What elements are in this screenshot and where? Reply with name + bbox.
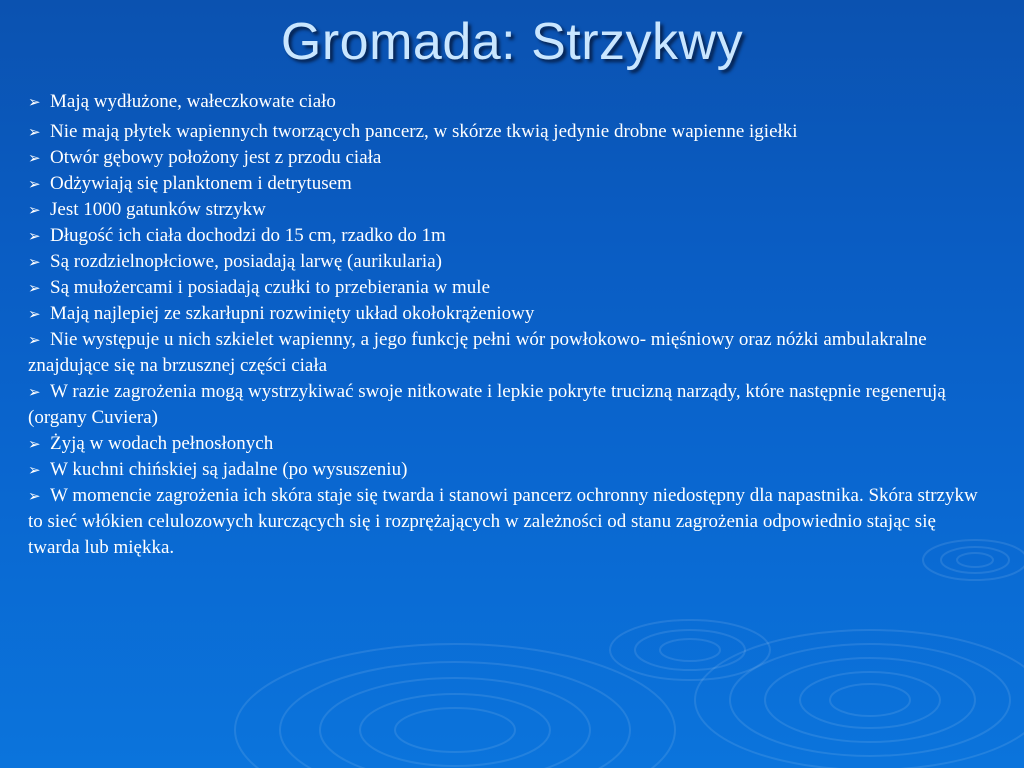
slide-title: Gromada: Strzykwy <box>280 13 744 71</box>
list-item <box>28 457 988 483</box>
list-item-text: W momencie zagrożenia ich skóra staje się twarda i stanowi pancerz ochronny niedostępny dla napastnika. Skóra strzykw to sieć włókien celulozowych kurczących się i rozprężających w zależności od stanu zagrożenia odpowiednio stając się twarda lub miękka. <box>28 485 978 558</box>
list-item-text: Nie występuje u nich szkielet wapienny, a jego funkcję pełni wór powłokowo- mięśniowy oraz nóżki ambulakralne znajdujące się na brzusznej części ciała <box>28 329 927 376</box>
arrowhead-bullet-icon: ➢ <box>28 487 41 505</box>
arrowhead-bullet-icon: ➢ <box>28 149 41 167</box>
arrowhead-bullet-icon: ➢ <box>28 383 41 401</box>
list-item-text: Mają wydłużone, wałeczkowate ciało <box>50 91 336 112</box>
list-item-text: Żyją w wodach pełnosłonych <box>50 433 274 454</box>
list-item-text: Mają najlepiej ze szkarłupni rozwinięty układ okołokrążeniowy <box>50 303 535 324</box>
arrowhead-bullet-icon: ➢ <box>28 305 41 323</box>
list-item <box>28 145 988 171</box>
list-item-text: Długość ich ciała dochodzi do 15 cm, rzadko do 1m <box>50 225 446 246</box>
list-item <box>28 379 988 431</box>
list-item <box>28 119 988 145</box>
list-item-text: W kuchni chińskiej są jadalne (po wysuszeniu) <box>50 459 408 480</box>
list-item <box>28 301 988 327</box>
arrowhead-bullet-icon: ➢ <box>28 253 41 271</box>
arrowhead-bullet-icon: ➢ <box>28 461 41 479</box>
bullet-list <box>28 89 988 561</box>
arrowhead-bullet-icon: ➢ <box>28 435 41 453</box>
list-item <box>28 431 988 457</box>
list-item-text: Są mułożercami i posiadają czułki to przebierania w mule <box>50 277 490 298</box>
list-item-text: Są rozdzielnopłciowe, posiadają larwę (aurikularia) <box>50 251 442 272</box>
list-item <box>28 327 988 379</box>
list-item <box>28 483 988 561</box>
list-item <box>28 249 988 275</box>
list-item <box>28 171 988 197</box>
arrowhead-bullet-icon: ➢ <box>28 123 41 141</box>
list-item-text: Jest 1000 gatunków strzykw <box>50 199 266 220</box>
arrowhead-bullet-icon: ➢ <box>28 201 41 219</box>
list-item-text: Nie mają płytek wapiennych tworzących pancerz, w skórze tkwią jedynie drobne wapienne igiełki <box>50 121 798 142</box>
list-item <box>28 197 988 223</box>
arrowhead-bullet-icon: ➢ <box>28 93 41 111</box>
list-item-text: W razie zagrożenia mogą wystrzykiwać swoje nitkowate i lepkie pokryte trucizną narządy, które następnie regenerują (organy Cuviera) <box>28 381 946 428</box>
list-item-text: Otwór gębowy położony jest z przodu ciała <box>50 147 382 168</box>
list-item-text: Odżywiają się planktonem i detrytusem <box>50 173 352 194</box>
list-item <box>28 275 988 301</box>
list-item <box>28 223 988 249</box>
arrowhead-bullet-icon: ➢ <box>28 331 41 349</box>
arrowhead-bullet-icon: ➢ <box>28 279 41 297</box>
list-item <box>28 89 988 115</box>
arrowhead-bullet-icon: ➢ <box>28 175 41 193</box>
arrowhead-bullet-icon: ➢ <box>28 227 41 245</box>
